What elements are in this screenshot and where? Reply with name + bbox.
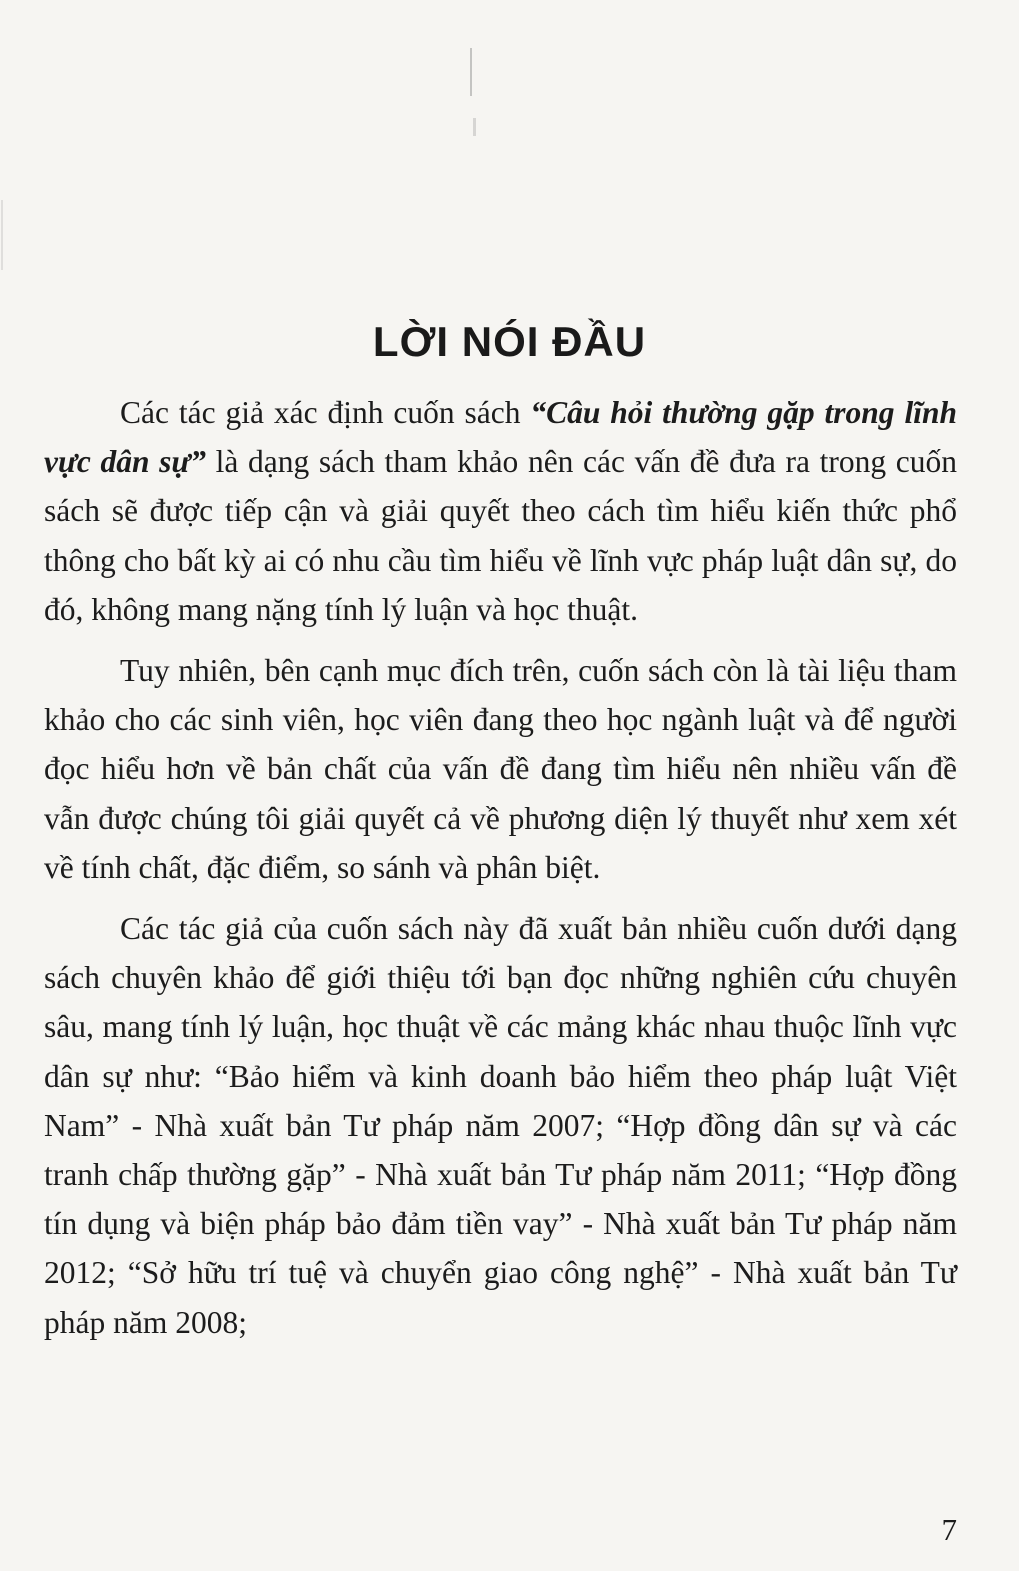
paragraph-1 (44, 388, 957, 634)
binding-mark (473, 118, 476, 136)
paragraph-1-lead: Các tác giả xác định cuốn sách (120, 395, 531, 430)
binding-mark (470, 48, 472, 96)
page-edge-shadow (1, 200, 3, 270)
book-title: “Câu hỏi thường gặp trong lĩnh vực dân sự” (44, 395, 957, 480)
paragraph-3: Các tác giả của cuốn sách này đã xuất bản nhiều cuốn dưới dạng sách chuyên khảo để giới thiệu tới bạn đọc những nghiên cứu chuyên sâu, mang tính lý luận, học thuật về các mảng khác nhau thuộc lĩnh vực dân sự như: “Bảo hiểm và kinh doanh bảo hiểm theo pháp luật Việt Nam” - Nhà xuất bản Tư pháp năm 2007; “Hợp đồng dân sự và các tranh chấp thường gặp” - Nhà xuất bản Tư pháp năm 2011; “Hợp đồng tín dụng và biện pháp bảo đảm tiền vay” - Nhà xuất bản Tư pháp năm 2012; “Sở hữu trí tuệ và chuyển giao công nghệ” - Nhà xuất bản Tư pháp năm 2008; (44, 911, 957, 1340)
page-number: 7 (941, 1512, 957, 1547)
paragraph-2: Tuy nhiên, bên cạnh mục đích trên, cuốn sách còn là tài liệu tham khảo cho các sinh viên, học viên đang theo học ngành luật và để người đọc hiểu hơn về bản chất của vấn đề đang tìm hiểu nên nhiều vấn đề vẫn được chúng tôi giải quyết cả về phương diện lý thuyết như xem xét về tính chất, đặc điểm, so sánh và phân biệt. (44, 653, 957, 885)
paragraph-1-rest: là dạng sách tham khảo nên các vấn đề đưa ra trong cuốn sách sẽ được tiếp cận và giải quyết theo cách tìm hiểu kiến thức phổ thông cho bất kỳ ai có nhu cầu tìm hiểu về lĩnh vực pháp luật dân sự, do đó, không mang nặng tính lý luận và học thuật. (44, 444, 957, 627)
body-text (44, 388, 957, 1347)
page-title: LỜI NÓI ĐẦU (372, 318, 647, 365)
